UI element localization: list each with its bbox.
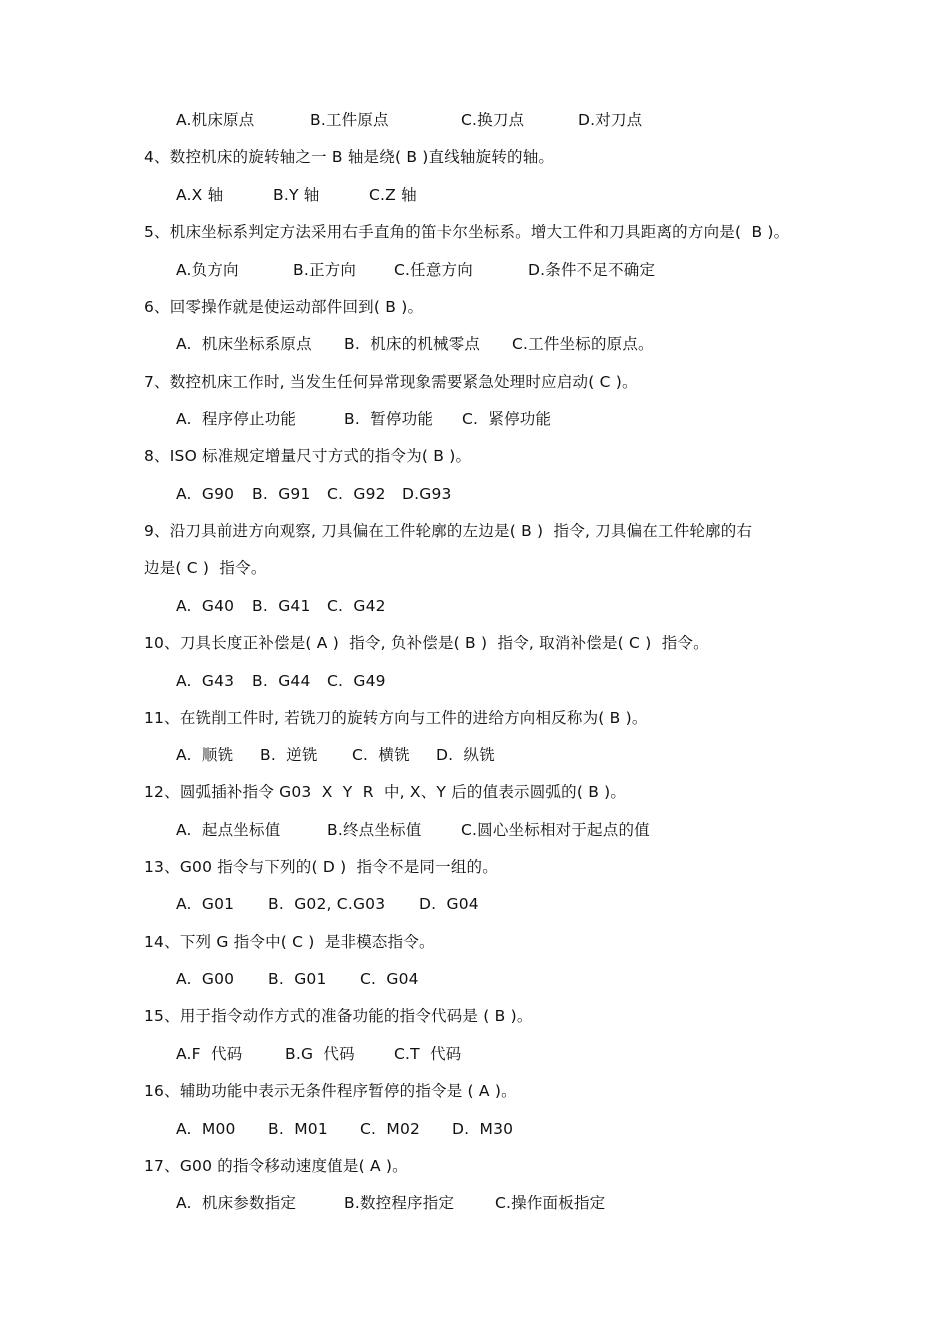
question-9: 9、沿刀具前进方向观察, 刀具偏在工件轮廓的左边是( B ) 指令, 刀具偏在工件轮廓的右 (144, 522, 753, 540)
question-9-continued: 边是( C ) 指令。 (144, 559, 267, 577)
option-d: D. 纵铣 (436, 746, 495, 764)
option-a: A.F 代码 (176, 1045, 243, 1063)
option-b: B. G44 (252, 672, 311, 690)
option-c: C. 紧停功能 (462, 410, 552, 428)
option-c: C. 横铣 (352, 746, 410, 764)
option-a: A. G40 (176, 597, 235, 615)
option-c: C. G42 (327, 597, 386, 615)
option-a: A.负方向 (176, 261, 239, 279)
question-8: 8、ISO 标准规定增量尺寸方式的指令为( B )。 (144, 447, 472, 465)
option-c: C.Z 轴 (369, 186, 417, 204)
option-d: D.对刀点 (578, 111, 643, 129)
option-d: D. G04 (419, 895, 479, 913)
question-10: 10、刀具长度正补偿是( A ) 指令, 负补偿是( B ) 指令, 取消补偿是( C ) 指令。 (144, 634, 709, 652)
option-b: B. M01 (268, 1120, 328, 1138)
option-b: B. G91 (252, 485, 311, 503)
question-16: 16、辅助功能中表示无条件程序暂停的指令是 ( A )。 (144, 1082, 517, 1100)
option-a: A.X 轴 (176, 186, 224, 204)
option-a: A. G90 (176, 485, 235, 503)
question-7: 7、数控机床工作时, 当发生任何异常现象需要紧急处理时应启动( C )。 (144, 373, 638, 391)
question-5: 5、机床坐标系判定方法采用右手直角的笛卡尔坐标系。增大工件和刀具距离的方向是( B )。 (144, 223, 790, 241)
question-4: 4、数控机床的旋转轴之一 B 轴是绕( B )直线轴旋转的轴。 (144, 148, 555, 166)
option-b: B. G02, C.G03 (268, 895, 386, 913)
option-b: B. 逆铣 (260, 746, 318, 764)
option-c: C.圆心坐标相对于起点的值 (461, 821, 650, 839)
question-11: 11、在铣削工件时, 若铣刀的旋转方向与工件的进给方向相反称为( B )。 (144, 709, 648, 727)
option-c: C.工件坐标的原点。 (512, 335, 654, 353)
option-a: A. 顺铣 (176, 746, 234, 764)
option-a: A. 程序停止功能 (176, 410, 297, 428)
option-c: C.操作面板指定 (495, 1194, 606, 1212)
option-a: A. 机床坐标系原点 (176, 335, 312, 353)
option-b: B. 暂停功能 (344, 410, 434, 428)
option-c: C.任意方向 (394, 261, 473, 279)
option-b: B. G41 (252, 597, 311, 615)
option-a: A. 起点坐标值 (176, 821, 281, 839)
option-c: C.T 代码 (394, 1045, 462, 1063)
option-b: B.数控程序指定 (344, 1194, 455, 1212)
option-a: A.机床原点 (176, 111, 255, 129)
option-c: C. G04 (360, 970, 419, 988)
option-d: D. M30 (452, 1120, 514, 1138)
option-a: A. G43 (176, 672, 235, 690)
option-b: B.终点坐标值 (327, 821, 422, 839)
question-17: 17、G00 的指令移动速度值是( A )。 (144, 1157, 408, 1175)
option-c: C.换刀点 (461, 111, 525, 129)
question-12: 12、圆弧插补指令 G03 X Y R 中, X、Y 后的值表示圆弧的( B )。 (144, 783, 627, 801)
option-a: A. G01 (176, 895, 235, 913)
options-row (176, 1193, 606, 1293)
option-b: B. 机床的机械零点 (344, 335, 481, 353)
option-d: D.G93 (402, 485, 452, 503)
question-15: 15、用于指令动作方式的准备功能的指令代码是 ( B )。 (144, 1007, 533, 1025)
question-13: 13、G00 指令与下列的( D ) 指令不是同一组的。 (144, 858, 498, 876)
option-b: B.正方向 (293, 261, 357, 279)
option-b: B.工件原点 (310, 111, 389, 129)
option-a: A. 机床参数指定 (176, 1194, 297, 1212)
option-b: B.G 代码 (285, 1045, 355, 1063)
option-d: D.条件不足不确定 (528, 261, 656, 279)
option-b: B. G01 (268, 970, 327, 988)
option-c: C. G49 (327, 672, 386, 690)
option-a: A. M00 (176, 1120, 236, 1138)
option-c: C. G92 (327, 485, 386, 503)
option-b: B.Y 轴 (273, 186, 320, 204)
question-6: 6、回零操作就是使运动部件回到( B )。 (144, 298, 424, 316)
option-a: A. G00 (176, 970, 235, 988)
option-c: C. M02 (360, 1120, 421, 1138)
question-14: 14、下列 G 指令中( C ) 是非模态指令。 (144, 933, 435, 951)
